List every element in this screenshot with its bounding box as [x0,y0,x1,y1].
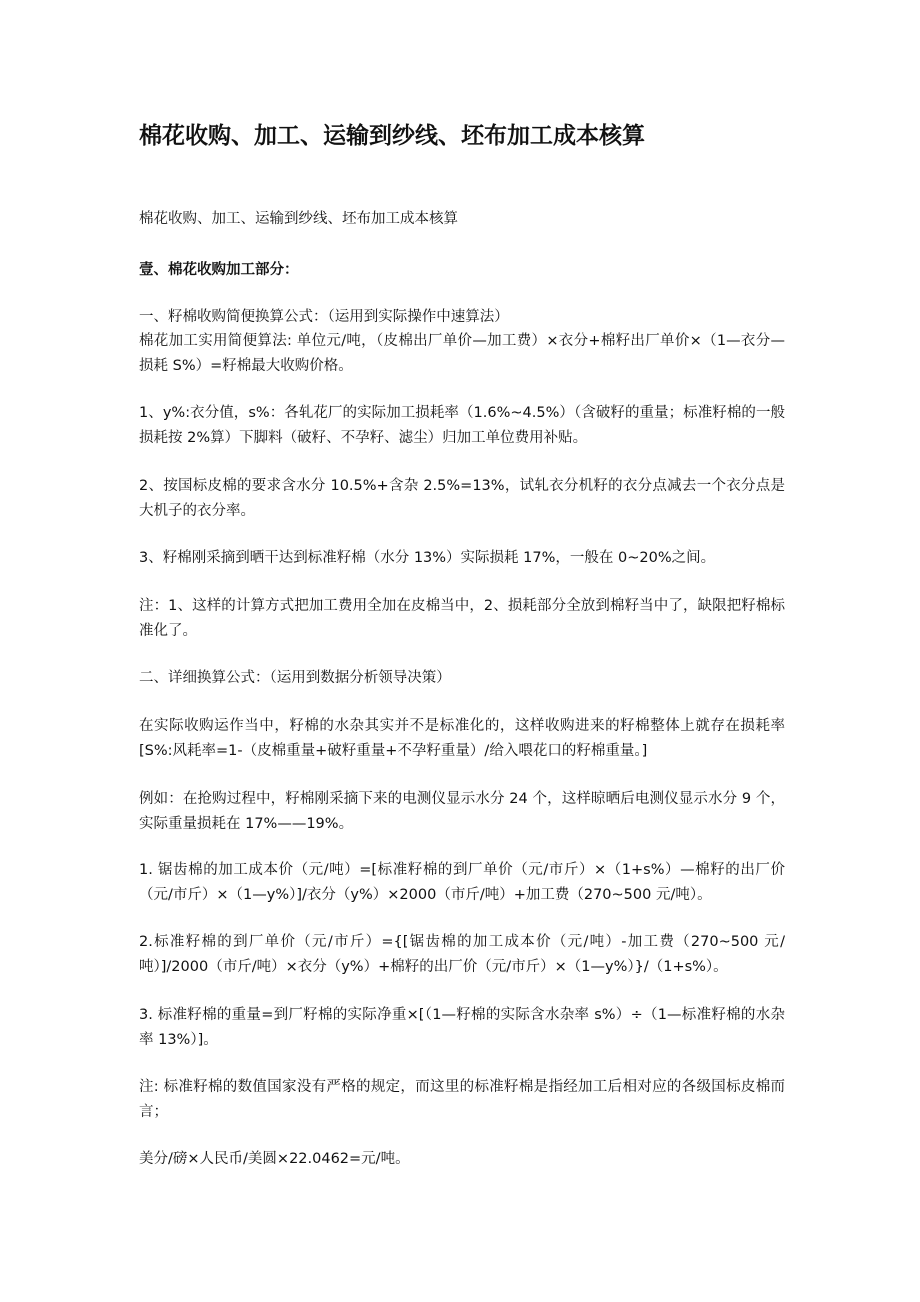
formula-paragraph: 2.标准籽棉的到厂单价（元/市斤）={[锯齿棉的加工成本价（元/吨）-加工费（270~500 元/吨）]/2000（市斤/吨）×衣分（y%）+棉籽的出厂价（元/市斤）×（1—y%）}/（1+s%）。 [139,934,785,975]
paragraph: 在实际收购运作当中，籽棉的水杂其实并不是标准化的，这样收购进来的籽棉整体上就存在损耗率[S%:风耗率=1-（皮棉重量+破籽重量+不孕籽重量）/给入喂花口的籽棉重量。] [139,718,785,759]
note-paragraph: 注：1、这样的计算方式把加工费用全加在皮棉当中，2、损耗部分全放到棉籽当中了，缺限把籽棉标准化了。 [139,598,785,639]
formula-paragraph: 3. 标准籽棉的重量=到厂籽棉的实际净重×[（1—籽棉的实际含水杂率 s%）÷（1—标准籽棉的水杂率 13%）]。 [139,1007,785,1048]
formula-paragraph: 1. 锯齿棉的加工成本价（元/吨）=[标准籽棉的到厂单价（元/市斤）×（1+s%）—棉籽的出厂价（元/市斤）×（1—y%）]/衣分（y%）×2000（市斤/吨）+加工费（270~500 元/吨）。 [139,862,785,903]
conversion-paragraph: 美分/磅×人民币/美圆×22.0462=元/吨。 [139,1151,410,1167]
subsection-heading: 二、详细换算公式：（运用到数据分析领导决策） [139,670,451,686]
subtitle-paragraph: 棉花收购、加工、运输到纱线、坯布加工成本核算 [139,211,458,227]
document-title: 棉花收购、加工、运输到纱线、坯布加工成本核算 [139,123,645,149]
paragraph: 2、按国标皮棉的要求含水分 10.5%+含杂 2.5%=13%，试轧衣分机籽的衣分点减去一个衣分点是大机子的衣分率。 [139,478,785,519]
note-paragraph: 注: 标准籽棉的数值国家没有严格的规定，而这里的标准籽棉是指经加工后相对应的各级国标皮棉而言； [139,1079,785,1120]
example-paragraph: 例如：在抢购过程中，籽棉刚采摘下来的电测仪显示水分 24 个，这样晾晒后电测仪显示水分 9 个，实际重量损耗在 17%——19%。 [139,791,785,832]
paragraph: 1、y%:衣分值，s%：各轧花厂的实际加工损耗率（1.6%~4.5%）（含破籽的重量；标准籽棉的一般损耗按 2%算）下脚料（破籽、不孕籽、滤尘）归加工单位费用补贴。 [139,405,785,446]
paragraph: 3、籽棉刚采摘到晒干达到标准籽棉（水分 13%）实际损耗 17%，一般在 0~20%之间。 [139,550,716,566]
subsection-heading: 一、籽棉收购简便换算公式：（运用到实际操作中速算法） [139,309,509,325]
paragraph: 棉花加工实用简便算法: 单位元/吨，（皮棉出厂单价—加工费）×衣分+棉籽出厂单价×（1—衣分—损耗 S%）=籽棉最大收购价格。 [139,333,785,374]
section-heading: 壹、棉花收购加工部分： [139,262,299,278]
